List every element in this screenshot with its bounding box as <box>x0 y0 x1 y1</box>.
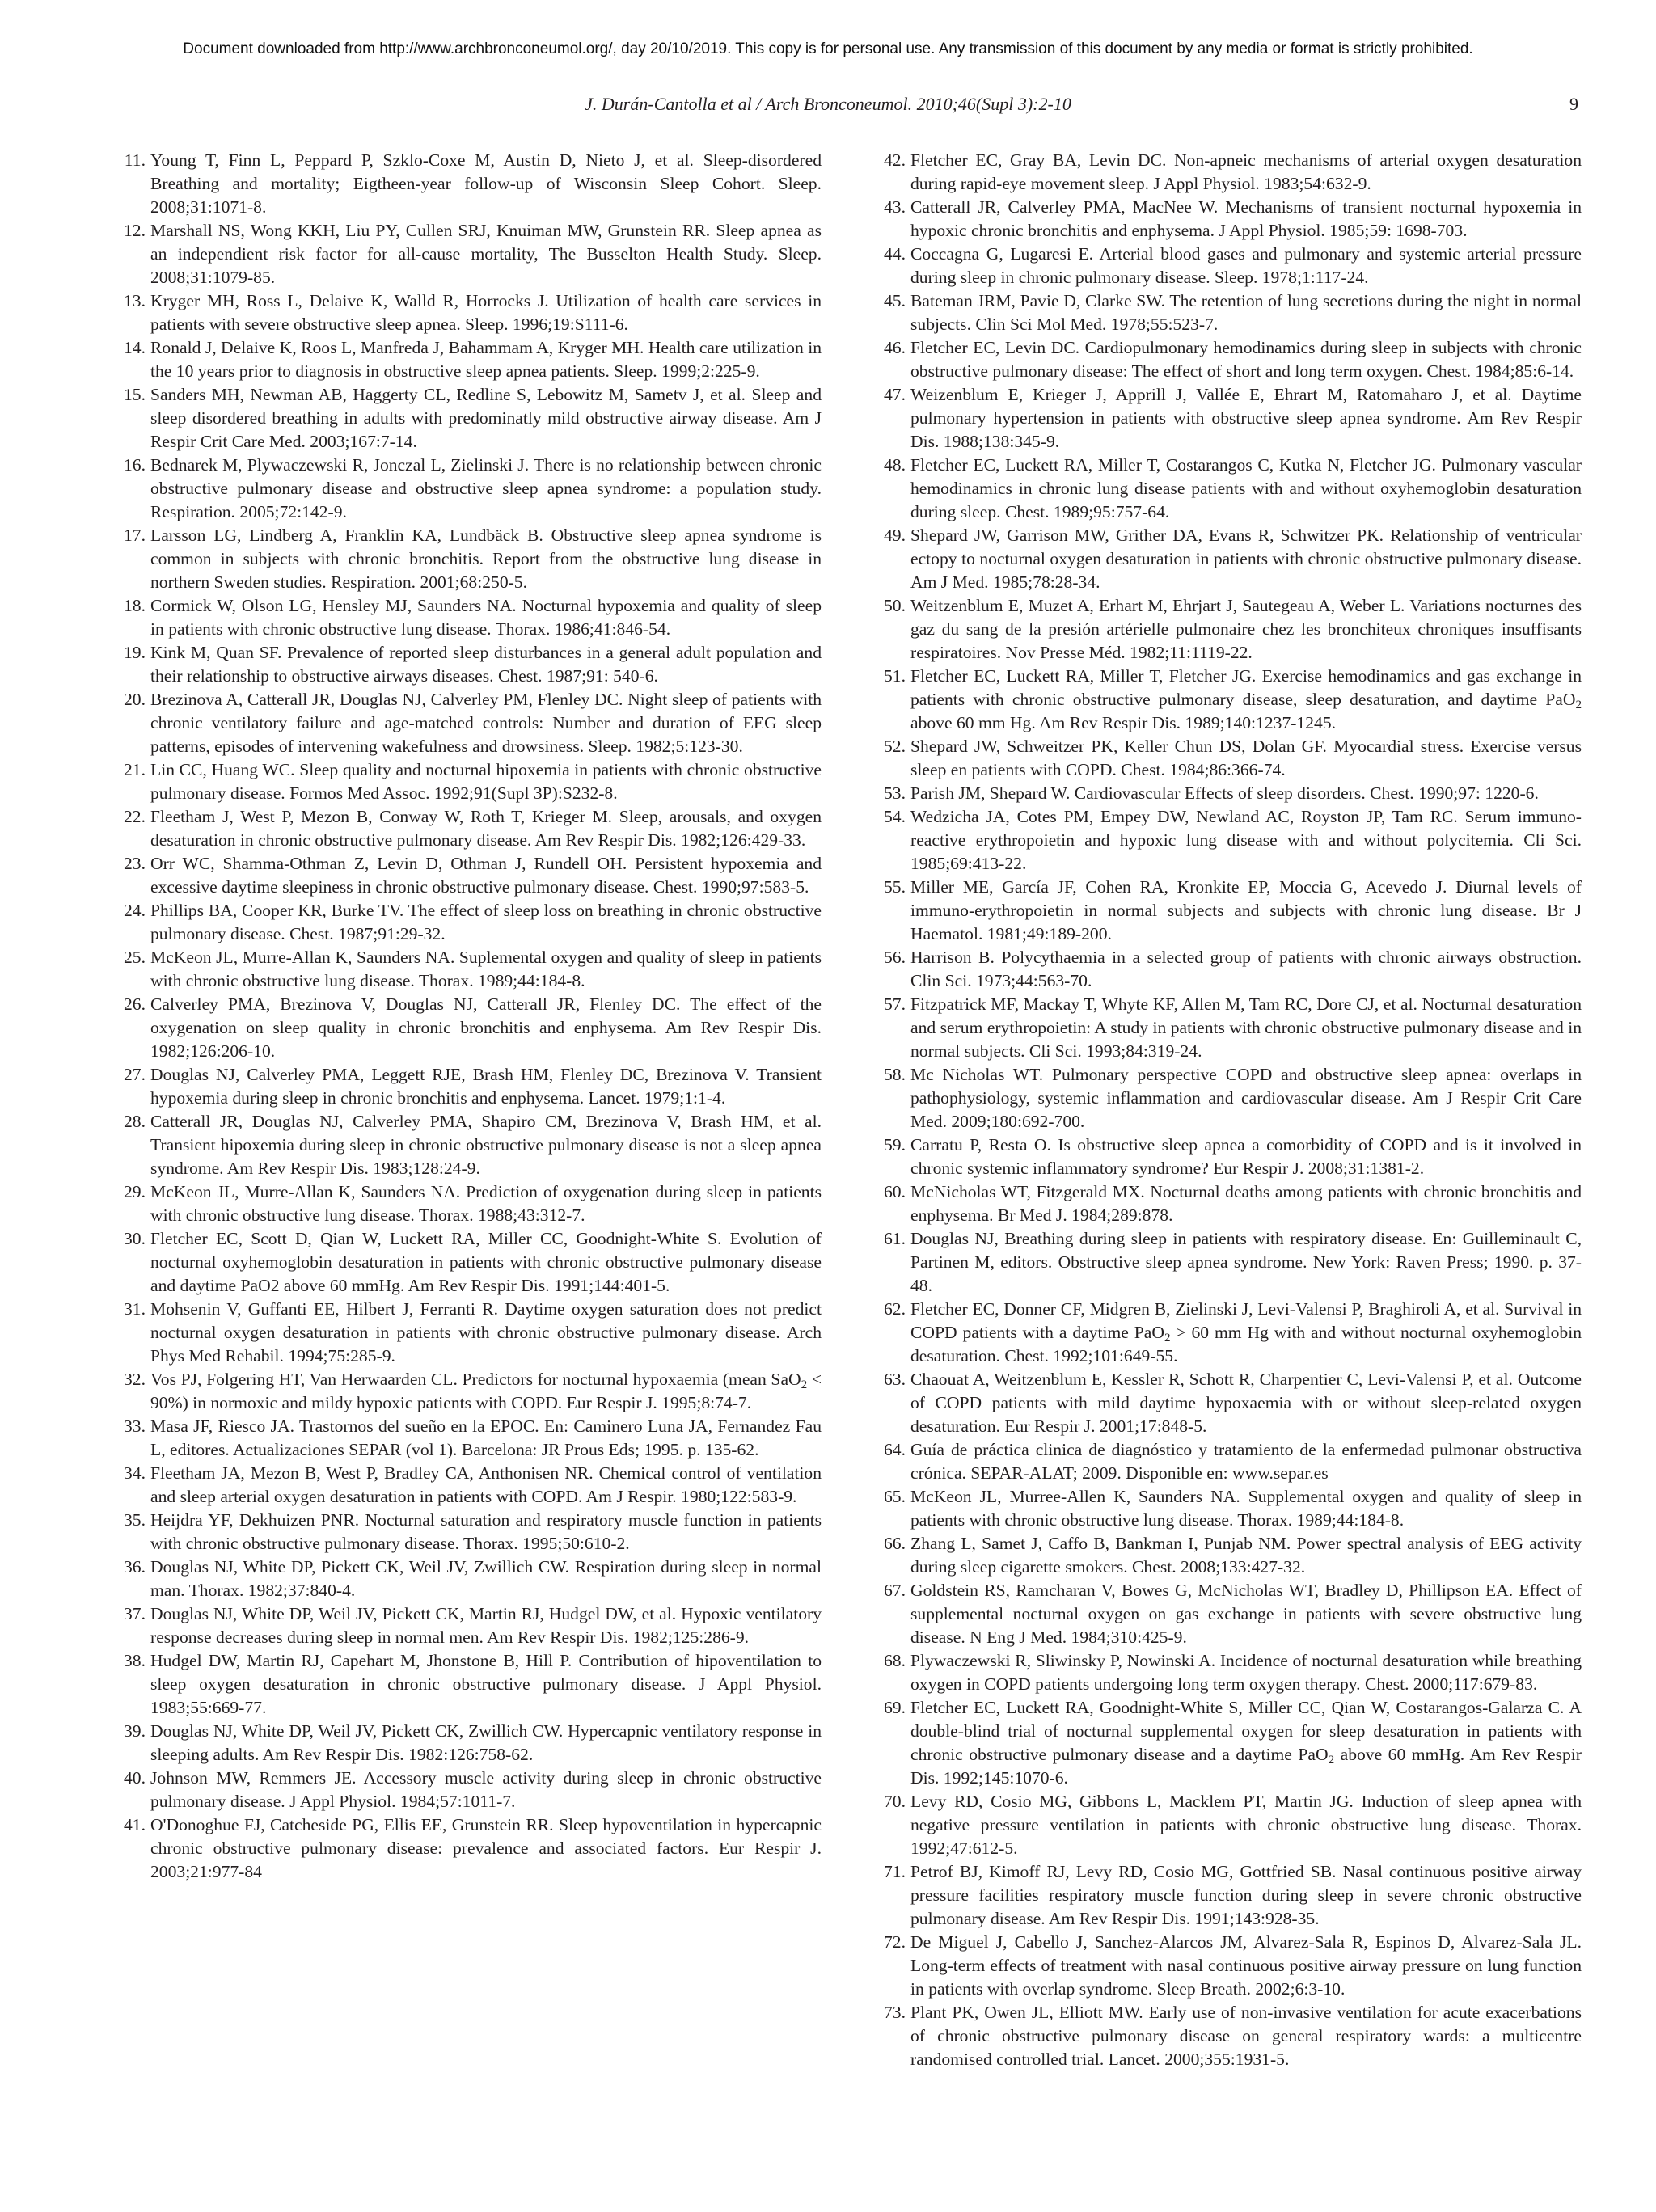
reference-text-part: > 60 mm Hg with and without nocturnal oxyhemoglobin desaturation. Chest. 1992;101:649-55. <box>910 1323 1582 1366</box>
reference-number: 40. <box>124 1768 146 1788</box>
reference-number: 65. <box>884 1487 906 1506</box>
reference-number: 46. <box>884 338 906 357</box>
reference-text: McKeon JL, Murre-Allan K, Saunders NA. Suplemental oxygen and quality of sleep in patients with chronic obstructive lung disease. Thorax. 1989;44:184-8. <box>150 948 822 990</box>
reference-number: 70. <box>884 1792 906 1811</box>
reference-text: De Miguel J, Cabello J, Sanchez-Alarcos JM, Alvarez-Sala R, Espinos D, Alvarez-Sala JL. Long-term effects of treatment with nasal continuous positive airway pressure on lung function in patients with overlap syndrome. Sleep Breath. 2002;6:3-10. <box>910 1932 1582 1999</box>
reference-text: Goldstein RS, Ramcharan V, Bowes G, McNicholas WT, Bradley D, Phillipson EA. Effect of supplemental nocturnal oxygen on gas exchange in patients with severe obstructive lung disease. N Eng J Med. 1984;310:425-9. <box>910 1581 1582 1647</box>
reference-text: Heijdra YF, Dekhuizen PNR. Nocturnal saturation and respiratory muscle function in patients with chronic obstructive pulmonary disease. Thorax. 1995;50:610-2. <box>150 1510 822 1553</box>
reference-item <box>118 594 822 641</box>
reference-item <box>878 1063 1582 1133</box>
reference-item <box>118 993 822 1063</box>
reference-item <box>118 454 822 524</box>
reference-text: Mohsenin V, Guffanti EE, Hilbert J, Ferranti R. Daytime oxygen saturation does not predict nocturnal oxygen desaturation in patients with chronic obstructive pulmonary disease. Arch Phys Med Rehabil. 1994;75:285-9. <box>150 1299 822 1366</box>
reference-text: Brezinova A, Catterall JR, Douglas NJ, Calverley PM, Flenley DC. Night sleep of patients with chronic ventilatory failure and age-matched controls: Number and duration of EEG sleep patterns, episodes of intervening wakefulness and drowsiness. Sleep. 1982;5:123-30. <box>150 690 822 756</box>
reference-text: Fletcher EC, Scott D, Qian W, Luckett RA, Miller CC, Goodnight-White S. Evolution of nocturnal oxyhemoglobin desaturation in patients with chronic obstructive pulmonary disease and daytime PaO2 above 60 mmHg. Am Rev Respir Dis. 1991;144:401-5. <box>150 1229 822 1295</box>
reference-item <box>118 1110 822 1180</box>
reference-item <box>118 1368 822 1415</box>
page-number: 9 <box>1569 94 1578 114</box>
reference-number: 64. <box>884 1440 906 1459</box>
reference-text: Weitzenblum E, Muzet A, Erhart M, Ehrjart J, Sautegeau A, Weber L. Variations nocturnes des gaz du sang de la presión artérielle pulmonaire chez les bronchiteux chroniques insuffisants respiratoires. Nov Presse Méd. 1982;11:1119-22. <box>910 596 1582 662</box>
reference-number: 38. <box>124 1651 146 1670</box>
reference-number: 20. <box>124 690 146 709</box>
reference-text: Bednarek M, Plywaczewski R, Jonczal L, Zielinski J. There is no relationship between chronic obstructive pulmonary disease and obstructive sleep apnea syndrome: a population study. Respiration. 2005;72:142-9. <box>150 455 822 521</box>
reference-number: 73. <box>884 2003 906 2022</box>
reference-text: Miller ME, García JF, Cohen RA, Kronkite EP, Moccia G, Acevedo J. Diurnal levels of immuno-erythropoietin in normal subjects and subjects with chronic lung disease. Br J Haematol. 1981;49:189-200. <box>910 877 1582 943</box>
reference-text: Fletcher EC, Levin DC. Cardiopulmonary hemodinamics during sleep in subjects with chronic obstructive pulmonary disease: The effect of short and long term oxygen. Chest. 1984;85:6-14. <box>910 338 1582 381</box>
reference-item <box>878 383 1582 454</box>
reference-text: Guía de práctica clinica de diagnóstico y tratamiento de la enfermedad pulmonar obstructiva crónica. SEPAR-ALAT; 2009. Disponible en: www.separ.es <box>910 1440 1582 1483</box>
reference-item <box>878 876 1582 946</box>
reference-number: 12. <box>124 221 146 240</box>
reference-text: Shepard JW, Schweitzer PK, Keller Chun DS, Dolan GF. Myocardial stress. Exercise versus sleep en patients with COPD. Chest. 1984;86:366-74. <box>910 737 1582 779</box>
reference-number: 68. <box>884 1651 906 1670</box>
reference-item <box>118 852 822 899</box>
reference-item <box>878 946 1582 993</box>
reference-item <box>878 1532 1582 1579</box>
reference-number: 67. <box>884 1581 906 1600</box>
reference-text <box>910 666 1582 732</box>
reference-item <box>878 1438 1582 1485</box>
reference-number: 48. <box>884 455 906 475</box>
reference-text-part: Fletcher EC, Luckett RA, Miller T, Fletcher JG. Exercise hemodinamics and gas exchange in patients with chronic obstructive pulmonary disease, sleep desaturation, and daytime PaO <box>910 666 1582 709</box>
reference-item <box>118 1227 822 1298</box>
reference-text: Catterall JR, Calverley PMA, MacNee W. Mechanisms of transient nocturnal hypoxemia in hypoxic chronic bronchitis and enphysema. J Appl Physiol. 1985;59: 1698-703. <box>910 197 1582 240</box>
reference-number: 63. <box>884 1370 906 1389</box>
reference-text: Fletcher EC, Gray BA, Levin DC. Non-apneic mechanisms of arterial oxygen desaturation during rapid-eye movement sleep. J Appl Physiol. 1983;54:632-9. <box>910 150 1582 193</box>
reference-text: Johnson MW, Remmers JE. Accessory muscle activity during sleep in chronic obstructive pulmonary disease. J Appl Physiol. 1984;57:1011-7. <box>150 1768 822 1811</box>
reference-number: 53. <box>884 783 906 803</box>
reference-text: Douglas NJ, Breathing during sleep in patients with respiratory disease. En: Guilleminault C, Partinen M, editors. Obstructive sleep apnea syndrome. New York: Raven Press; 1990. p. 37-48. <box>910 1229 1582 1295</box>
reference-text: Hudgel DW, Martin RJ, Capehart M, Jhonstone B, Hill P. Contribution of hipoventilation to sleep oxygen desaturation in chronic obstructive pulmonary disease. J Appl Physiol. 1983;55:669-77. <box>150 1651 822 1717</box>
references-column-left <box>118 149 822 1884</box>
reference-text-part: Fletcher EC, Donner CF, Midgren B, Zielinski J, Levi-Valensi P, Braghiroli A, et al. Survival in COPD patients with a daytime PaO <box>910 1299 1582 1342</box>
reference-item <box>878 1368 1582 1438</box>
reference-number: 33. <box>124 1416 146 1436</box>
reference-number: 66. <box>884 1534 906 1553</box>
reference-item <box>878 1790 1582 1860</box>
reference-text: McKeon JL, Murree-Allen K, Saunders NA. Supplemental oxygen and quality of sleep in patients with chronic obstructive lung disease. Thorax. 1989;44:184-8. <box>910 1487 1582 1530</box>
reference-text: Levy RD, Cosio MG, Gibbons L, Macklem PT, Martin JG. Induction of sleep apnea with negative pressure ventilation in patients with chronic obstructive lung disease. Thorax. 1992;47:612-5. <box>910 1792 1582 1858</box>
reference-item <box>878 1579 1582 1649</box>
reference-number: 16. <box>124 455 146 475</box>
reference-item <box>878 735 1582 782</box>
reference-item <box>878 524 1582 594</box>
reference-text: Cormick W, Olson LG, Hensley MJ, Saunders NA. Nocturnal hypoxemia and quality of sleep in patients with chronic obstructive lung disease. Thorax. 1986;41:846-54. <box>150 596 822 639</box>
reference-item <box>118 219 822 289</box>
reference-number: 44. <box>884 244 906 264</box>
reference-item <box>878 993 1582 1063</box>
reference-number: 35. <box>124 1510 146 1530</box>
reference-number: 27. <box>124 1065 146 1084</box>
reference-number: 25. <box>124 948 146 967</box>
reference-text: Calverley PMA, Brezinova V, Douglas NJ, Catterall JR, Flenley DC. The effect of the oxygenation on sleep quality in chronic bronchitis and enphysema. Am Rev Respir Dis. 1982;126:206-10. <box>150 994 822 1061</box>
reference-number: 14. <box>124 338 146 357</box>
reference-text: Chaouat A, Weitzenblum E, Kessler R, Schott R, Charpentier C, Levi-Valensi P, et al. Outcome of COPD patients with mild daytime hypoxaemia with or without sleep-related oxygen desaturation. Eur Respir J. 2001;17:848-5. <box>910 1370 1582 1436</box>
reference-text: Lin CC, Huang WC. Sleep quality and nocturnal hipoxemia in patients with chronic obstructive pulmonary disease. Formos Med Assoc. 1992;91(Supl 3P):S232-8. <box>150 760 822 803</box>
reference-item <box>118 1298 822 1368</box>
reference-number: 13. <box>124 291 146 310</box>
references-column-right <box>878 149 1582 2071</box>
reference-number: 29. <box>124 1182 146 1201</box>
reference-item <box>878 1133 1582 1180</box>
subscript: 2 <box>1164 1331 1171 1345</box>
reference-item <box>118 1720 822 1767</box>
reference-item <box>878 1227 1582 1298</box>
reference-text: Sanders MH, Newman AB, Haggerty CL, Redline S, Lebowitz M, Sametv J, et al. Sleep and sleep disordered breathing in adults with predominatly mild obstructive airway disease. Am J Respir Crit Care Med. 2003;167:7-14. <box>150 385 822 451</box>
reference-item <box>118 383 822 454</box>
reference-text: Zhang L, Samet J, Caffo B, Bankman I, Punjab NM. Power spectral analysis of EEG activity during sleep cigarette smokers. Chest. 2008;133:427-32. <box>910 1534 1582 1577</box>
reference-text-part: above 60 mm Hg. Am Rev Respir Dis. 1989;140:1237-1245. <box>910 713 1337 732</box>
reference-number: 60. <box>884 1182 906 1201</box>
reference-number: 15. <box>124 385 146 404</box>
reference-number: 11. <box>124 150 146 170</box>
reference-text: Kink M, Quan SF. Prevalence of reported sleep disturbances in a general adult population and their relationship to obstructive airways diseases. Chest. 1987;91: 540-6. <box>150 643 822 686</box>
reference-number: 19. <box>124 643 146 662</box>
reference-text: Coccagna G, Lugaresi E. Arterial blood gases and pulmonary and systemic arterial pressure during sleep in chronic pulmonary disease. Sleep. 1978;1:117-24. <box>910 244 1582 287</box>
reference-number: 36. <box>124 1557 146 1577</box>
reference-number: 54. <box>884 807 906 826</box>
subscript: 2 <box>1328 1753 1335 1767</box>
reference-item <box>878 1931 1582 2001</box>
reference-item <box>118 1649 822 1720</box>
reference-item <box>118 1556 822 1602</box>
reference-text: Douglas NJ, White DP, Pickett CK, Weil JV, Zwillich CW. Respiration during sleep in normal man. Thorax. 1982;37:840-4. <box>150 1557 822 1600</box>
reference-text: Fleetham J, West P, Mezon B, Conway W, Roth T, Krieger M. Sleep, arousals, and oxygen desaturation in chronic obstructive pulmonary disease. Am Rev Respir Dis. 1982;126:429-33. <box>150 807 822 850</box>
reference-item <box>878 594 1582 665</box>
reference-item <box>118 1415 822 1462</box>
subscript: 2 <box>1575 698 1582 711</box>
reference-text: Fletcher EC, Luckett RA, Miller T, Costarangos C, Kutka N, Fletcher JG. Pulmonary vascular hemodinamics in chronic lung disease patients with and without oxyhemoglobin desaturation during sleep. Chest. 1989;95:757-64. <box>910 455 1582 521</box>
reference-text: Harrison B. Polycythaemia in a selected group of patients with chronic airways obstruction. Clin Sci. 1973;44:563-70. <box>910 948 1582 990</box>
reference-text: Shepard JW, Garrison MW, Grither DA, Evans R, Schwitzer PK. Relationship of ventricular ectopy to nocturnal oxygen desaturation in patients with chronic obstructive pulmonary disease. Am J Med. 1985;78:28-34. <box>910 526 1582 592</box>
reference-text <box>910 1299 1582 1366</box>
reference-item <box>878 454 1582 524</box>
reference-number: 39. <box>124 1721 146 1741</box>
reference-text: Douglas NJ, White DP, Weil JV, Pickett CK, Martin RJ, Hudgel DW, et al. Hypoxic ventilatory response decreases during sleep in normal men. Am Rev Respir Dis. 1982;125:286-9. <box>150 1604 822 1647</box>
reference-item <box>878 243 1582 289</box>
reference-item <box>878 149 1582 196</box>
reference-item <box>118 899 822 946</box>
reference-text: Ronald J, Delaive K, Roos L, Manfreda J, Bahammam A, Kryger MH. Health care utilization in the 10 years prior to diagnosis in obstructive sleep apnea patients. Sleep. 1999;2:225-9. <box>150 338 822 381</box>
reference-text: Masa JF, Riesco JA. Trastornos del sueño en la EPOC. En: Caminero Luna JA, Fernandez Fau L, editores. Actualizaciones SEPAR (vol 1). Barcelona: JR Prous Eds; 1995. p. 135-62. <box>150 1416 822 1459</box>
reference-item <box>878 336 1582 383</box>
reference-number: 47. <box>884 385 906 404</box>
reference-text: Plant PK, Owen JL, Elliott MW. Early use of non-invasive ventilation for acute exacerbations of chronic obstructive pulmonary disease on general respiratory wards: a multicentre randomised controlled trial. Lancet. 2000;355:1931-5. <box>910 2003 1582 2069</box>
reference-number: 51. <box>884 666 906 686</box>
reference-item <box>118 336 822 383</box>
reference-number: 59. <box>884 1135 906 1155</box>
reference-number: 23. <box>124 854 146 873</box>
reference-text: O'Donoghue FJ, Catcheside PG, Ellis EE, Grunstein RR. Sleep hypoventilation in hypercapnic chronic obstructive pulmonary disease: prevalence and associated factors. Eur Respir J. 2003;21:977-84 <box>150 1815 822 1881</box>
reference-text: Young T, Finn L, Peppard P, Szklo-Coxe M, Austin D, Nieto J, et al. Sleep-disordered Breathing and mortality; Eigtheen-year follow-up of Wisconsin Sleep Cohort. Sleep. 2008;31:1071-8. <box>150 150 822 217</box>
reference-text <box>150 1370 822 1412</box>
reference-text: Catterall JR, Douglas NJ, Calverley PMA, Shapiro CM, Brezinova V, Brash HM, et al. Transient hipoxemia during sleep in chronic obstructive pulmonary disease is not a sleep apnea syndrome. Am Rev Respir Dis. 1983;128:24-9. <box>150 1112 822 1178</box>
reference-item <box>878 196 1582 243</box>
reference-text-part: Fletcher EC, Luckett RA, Goodnight-White S, Miller CC, Qian W, Costarangos-Galarza C. A double-blind trial of nocturnal supplemental oxygen for sleep desaturation in patients with chronic obstructive pulmonary disease and a daytime PaO <box>910 1698 1582 1764</box>
reference-item <box>878 1860 1582 1931</box>
download-notice: Document downloaded from http://www.archbronconeumol.org/, day 20/10/2019. This copy is for personal use. Any transmission of this document by any media or format is strictly prohibited. <box>183 40 1473 57</box>
reference-text: Weizenblum E, Krieger J, Apprill J, Vallée E, Ehrart M, Ratomaharo J, et al. Daytime pulmonary hypertension in patients with obstructive sleep apnea syndrome. Am Rev Respir Dis. 1988;138:345-9. <box>910 385 1582 451</box>
reference-text <box>910 1698 1582 1788</box>
reference-number: 22. <box>124 807 146 826</box>
reference-text: Douglas NJ, White DP, Weil JV, Pickett CK, Zwillich CW. Hypercapnic ventilatory response in sleeping adults. Am Rev Respir Dis. 1982:126:758-62. <box>150 1721 822 1764</box>
reference-item <box>878 782 1582 805</box>
reference-number: 72. <box>884 1932 906 1952</box>
reference-item <box>118 1180 822 1227</box>
reference-text-part: Vos PJ, Folgering HT, Van Herwaarden CL. Predictors for nocturnal hypoxaemia (mean SaO <box>150 1370 801 1389</box>
reference-number: 18. <box>124 596 146 615</box>
reference-text: Petrof BJ, Kimoff RJ, Levy RD, Cosio MG, Gottfried SB. Nasal continuous positive airway pressure facilities respiratory muscle function during sleep in severe chronic obstructive pulmonary disease. Am Rev Respir Dis. 1991;143:928-35. <box>910 1862 1582 1928</box>
reference-number: 37. <box>124 1604 146 1623</box>
reference-item <box>118 524 822 594</box>
reference-number: 24. <box>124 901 146 920</box>
reference-number: 49. <box>884 526 906 545</box>
reference-item <box>118 1813 822 1884</box>
reference-number: 17. <box>124 526 146 545</box>
reference-number: 58. <box>884 1065 906 1084</box>
reference-text: McNicholas WT, Fitzgerald MX. Nocturnal deaths among patients with chronic bronchitis and enphysema. Br Med J. 1984;289:878. <box>910 1182 1582 1225</box>
reference-item <box>878 1298 1582 1368</box>
reference-number: 26. <box>124 994 146 1014</box>
reference-text: Kryger MH, Ross L, Delaive K, Walld R, Horrocks J. Utilization of health care services in patients with severe obstructive sleep apnea. Sleep. 1996;19:S111-6. <box>150 291 822 334</box>
reference-number: 69. <box>884 1698 906 1717</box>
reference-number: 21. <box>124 760 146 779</box>
reference-text: Plywaczewski R, Sliwinsky P, Nowinski A. Incidence of nocturnal desaturation while breathing oxygen in COPD patients undergoing long term oxygen therapy. Chest. 2000;117:679-83. <box>910 1651 1582 1694</box>
reference-number: 42. <box>884 150 906 170</box>
reference-number: 57. <box>884 994 906 1014</box>
reference-number: 61. <box>884 1229 906 1248</box>
reference-item <box>118 805 822 852</box>
reference-text: Parish JM, Shepard W. Cardiovascular Effects of sleep disorders. Chest. 1990;97: 1220-6. <box>910 783 1539 803</box>
reference-text: Marshall NS, Wong KKH, Liu PY, Cullen SRJ, Knuiman MW, Grunstein RR. Sleep apnea as an independient risk factor for all-cause mortality, The Busselton Health Study. Sleep. 2008;31:1079-85. <box>150 221 822 287</box>
reference-number: 71. <box>884 1862 906 1881</box>
reference-item <box>118 1509 822 1556</box>
reference-number: 56. <box>884 948 906 967</box>
reference-number: 52. <box>884 737 906 756</box>
reference-item <box>878 1649 1582 1696</box>
reference-number: 34. <box>124 1463 146 1483</box>
reference-item <box>878 1696 1582 1790</box>
reference-text: McKeon JL, Murre-Allan K, Saunders NA. Prediction of oxygenation during sleep in patients with chronic obstructive lung disease. Thorax. 1988;43:312-7. <box>150 1182 822 1225</box>
reference-text: Larsson LG, Lindberg A, Franklin KA, Lundbäck B. Obstructive sleep apnea syndrome is common in subjects with chronic bronchitis. Report from the obstructive lung disease in northern Sweden studies. Respiration. 2001;68:250-5. <box>150 526 822 592</box>
reference-text: Mc Nicholas WT. Pulmonary perspective COPD and obstructive sleep apnea: overlaps in pathophysiology, systemic inflammation and cardiovascular disease. Am J Respir Crit Care Med. 2009;180:692-700. <box>910 1065 1582 1131</box>
reference-item <box>878 2001 1582 2071</box>
reference-item <box>118 149 822 219</box>
reference-number: 50. <box>884 596 906 615</box>
reference-number: 43. <box>884 197 906 217</box>
reference-number: 55. <box>884 877 906 897</box>
reference-item <box>118 1767 822 1813</box>
reference-text-part: < 90%) in normoxic and mildy hypoxic patients with COPD. Eur Respir J. 1995;8:74-7. <box>150 1370 822 1412</box>
reference-text: Bateman JRM, Pavie D, Clarke SW. The retention of lung secretions during the night in normal subjects. Clin Sci Mol Med. 1978;55:523-7. <box>910 291 1582 334</box>
reference-text: Fleetham JA, Mezon B, West P, Bradley CA, Anthonisen NR. Chemical control of ventilation and sleep arterial oxygen desaturation in patients with COPD. Am J Respir. 1980;122:583-9. <box>150 1463 822 1506</box>
reference-item <box>118 1462 822 1509</box>
reference-item <box>118 641 822 688</box>
reference-number: 31. <box>124 1299 146 1319</box>
reference-number: 32. <box>124 1370 146 1389</box>
reference-number: 28. <box>124 1112 146 1131</box>
reference-text-part: above 60 mmHg. Am Rev Respir Dis. 1992;145:1070-6. <box>910 1745 1582 1788</box>
reference-item <box>118 1063 822 1110</box>
reference-text: Phillips BA, Cooper KR, Burke TV. The effect of sleep loss on breathing in chronic obstructive pulmonary disease. Chest. 1987;91:29-32. <box>150 901 822 943</box>
reference-item <box>118 688 822 758</box>
reference-text: Orr WC, Shamma-Othman Z, Levin D, Othman J, Rundell OH. Persistent hypoxemia and excessive daytime sleepiness in chronic obstructive pulmonary disease. Chest. 1990;97:583-5. <box>150 854 822 897</box>
reference-number: 30. <box>124 1229 146 1248</box>
reference-item <box>118 289 822 336</box>
reference-text: Douglas NJ, Calverley PMA, Leggett RJE, Brash HM, Flenley DC, Brezinova V. Transient hypoxemia during sleep in chronic bronchitis and enphysema. Lancet. 1979;1:1-4. <box>150 1065 822 1108</box>
reference-item <box>118 1602 822 1649</box>
reference-text: Fitzpatrick MF, Mackay T, Whyte KF, Allen M, Tam RC, Dore CJ, et al. Nocturnal desaturation and serum erythropoietin: A study in patients with chronic obstructive pulmonary disease and in normal subjects. Cli Sci. 1993;84:319-24. <box>910 994 1582 1061</box>
reference-item <box>878 665 1582 735</box>
reference-item <box>878 805 1582 876</box>
reference-item <box>878 1180 1582 1227</box>
reference-text: Carratu P, Resta O. Is obstructive sleep apnea a comorbidity of COPD and is it involved in chronic systemic inflammatory syndrome? Eur Respir J. 2008;31:1381-2. <box>910 1135 1582 1178</box>
reference-item <box>118 758 822 805</box>
reference-item <box>118 946 822 993</box>
reference-item <box>878 1485 1582 1532</box>
reference-number: 41. <box>124 1815 146 1834</box>
subscript: 2 <box>801 1378 808 1391</box>
running-head: J. Durán-Cantolla et al / Arch Bronconeumol. 2010;46(Supl 3):2-10 <box>585 94 1071 114</box>
reference-text: Wedzicha JA, Cotes PM, Empey DW, Newland AC, Royston JP, Tam RC. Serum immuno-reactive erythropoietin and hypoxic lung disease with and without polycitemia. Cli Sci. 1985;69:413-22. <box>910 807 1582 873</box>
reference-number: 62. <box>884 1299 906 1319</box>
reference-number: 45. <box>884 291 906 310</box>
reference-item <box>878 289 1582 336</box>
